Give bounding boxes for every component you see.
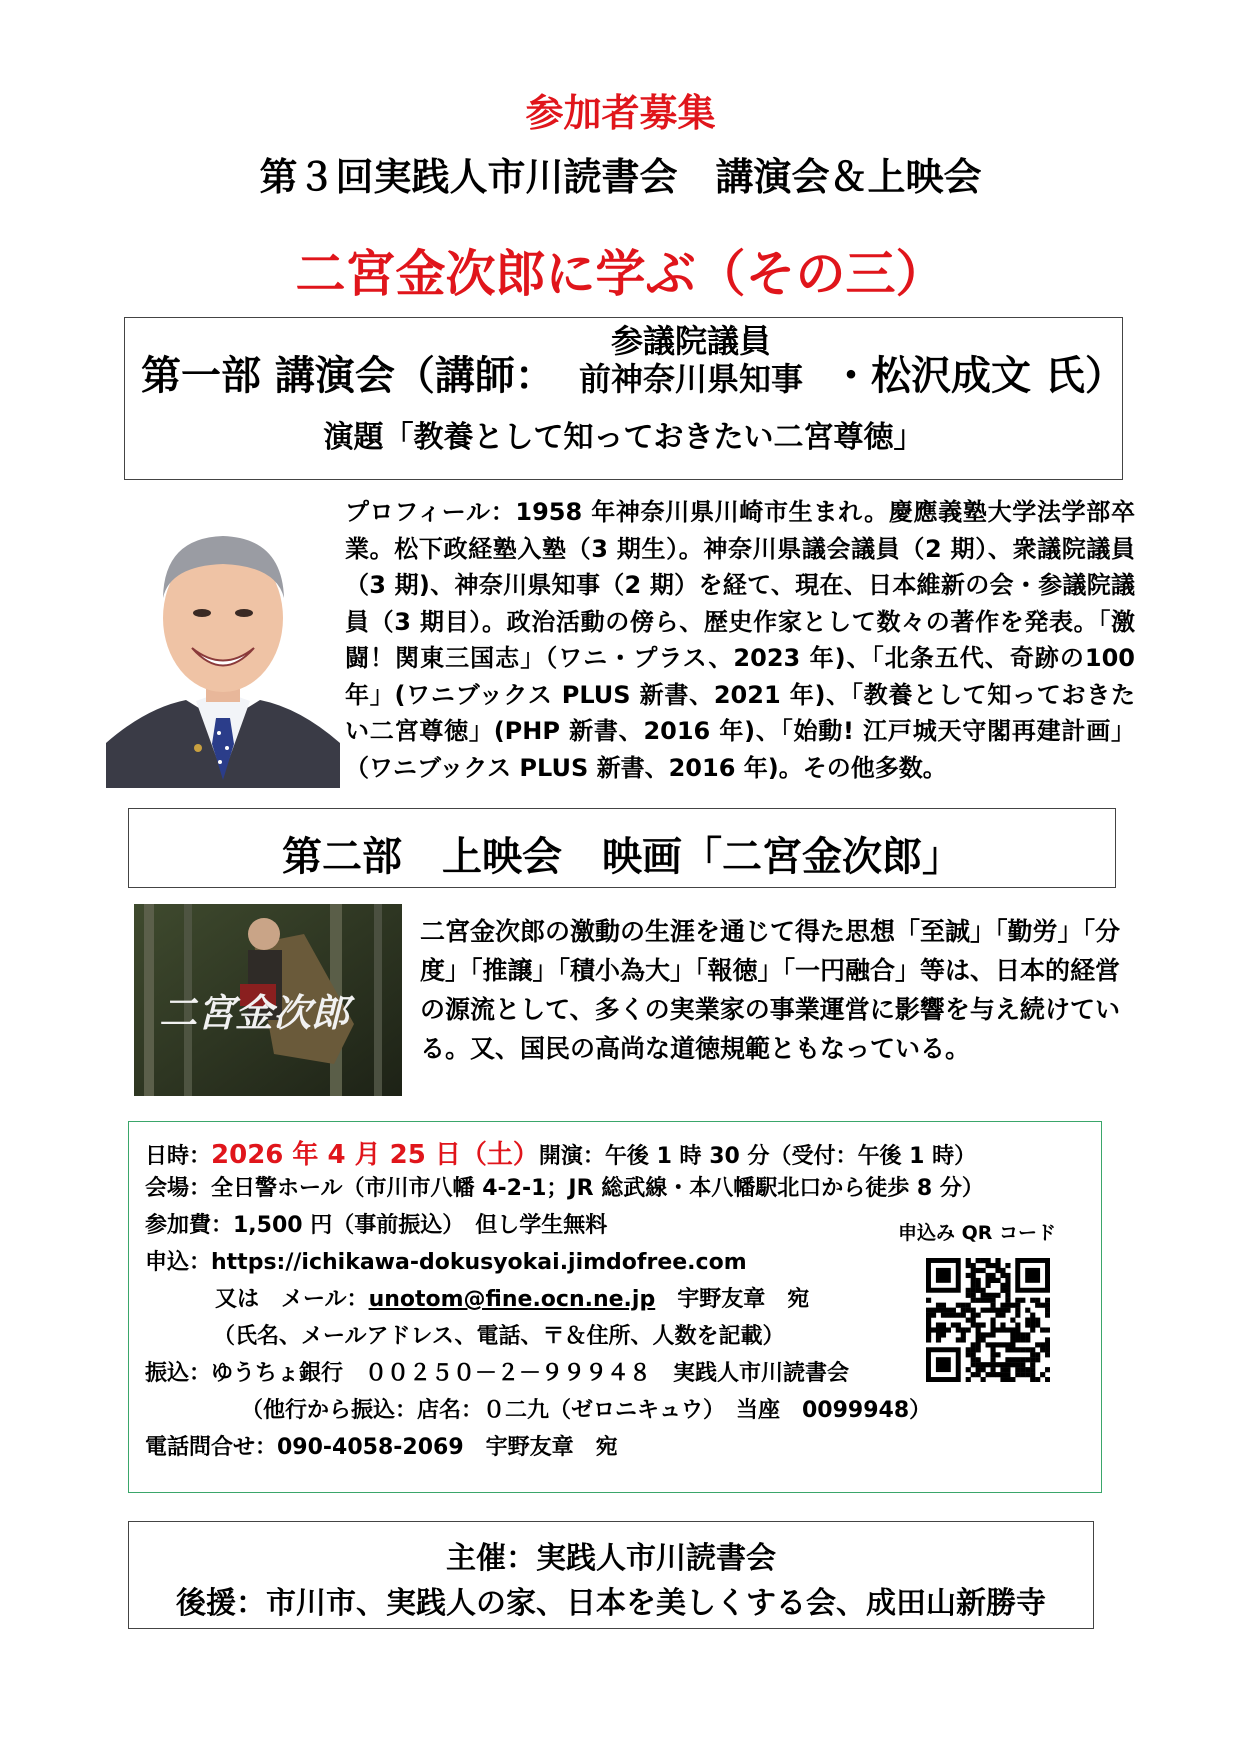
lecture-subject: 演題「教養として知っておきたい二宮尊徳」 — [323, 420, 924, 455]
speaker-role-1: 参議院議員 — [610, 322, 771, 360]
phone-line: 電話問合せ：090-4058-2069 宇野友章 宛 — [145, 1435, 618, 1460]
apply-mail-prefix: 又は メール： — [215, 1287, 369, 1312]
main-title: 二宮金次郎に学ぶ（その三） — [295, 245, 946, 303]
venue-line: 会場：全日警ホール（市川市八幡 4-2-1；JR 総武線・本八幡駅北口から徒歩 8 分） — [145, 1176, 984, 1201]
poster-title: 二宮金次郎 — [159, 990, 350, 1035]
fee-line: 参加費：1,500 円（事前振込） 但し学生無料 — [145, 1213, 608, 1238]
speaker-name: ・松沢成文 氏） — [831, 353, 1125, 399]
apply-mail-line — [215, 1282, 809, 1313]
event-date: 2026 年 4 月 25 日（土） — [211, 1140, 539, 1170]
part2-box — [128, 808, 1116, 888]
film-description: 二宮金次郎の激動の生涯を通じて得た思想「至誠」「勤労」「分度」「推譲」「積小為大」「報徳」「一円融合」等は、日本的経営の源流として、多くの実業家の事業運営に影響を与え続けている。又、国民の高尚な道徳規範ともなっている。 — [420, 917, 1121, 1063]
date-line — [145, 1134, 976, 1171]
event-title: 第３回実践人市川読書会 講演会＆上映会 — [259, 155, 982, 199]
transfer-line: 振込：ゆうちょ銀行 ００２５０－２－９９９４８ 実践人市川読書会 — [145, 1361, 850, 1386]
transfer-other-line: （他行から振込：店名：０二九（ゼロニキュウ） 当座 0099948） — [241, 1398, 932, 1423]
supporting-organizations: 後援：市川市、実践人の家、日本を美しくする会、成田山新勝寺 — [176, 1586, 1046, 1621]
host-organization: 主催：実践人市川読書会 — [446, 1541, 776, 1576]
apply-note: （氏名、メールアドレス、電話、〒＆住所、人数を記載） — [213, 1324, 785, 1349]
date-label: 日時： — [145, 1144, 212, 1169]
part2-title: 第二部 上映会 映画「二宮金次郎」 — [282, 834, 962, 880]
part1-label: 第一部 講演会（講師： — [141, 353, 555, 399]
application-qr-code[interactable] — [926, 1258, 1050, 1382]
speaker-role-2: 前神奈川県知事 — [578, 360, 803, 398]
apply-mail-suffix: 宇野友章 宛 — [655, 1287, 810, 1312]
part1-box — [124, 317, 1123, 480]
speaker-profile: プロフィール：1958 年神奈川県川崎市生まれ。慶應義塾大学法学部卒業。松下政経塾入塾（3 期生）。神奈川県議会議員（2 期）、衆議院議員（3 期)、神奈川県知事（2 期）を経て、現在、日本維新の会・参議院議員（3 期目）。政治活動の傍ら、歴史作家として数々の著作を発表。「激闘！関東三国志」（ワニ・プラス、2023 年)、「北条五代、奇跡の100 年」(ワニブックス PLUS 新書、2021 年)、「教養として知っておきたい二宮尊徳」(PHP 新書、2016 年)、「始動! 江戸城天守閣再建計画」（ワニブックス PLUS 新書、2016 年)。その他多数。 — [345, 498, 1135, 782]
speaker-roles — [571, 322, 811, 398]
apply-mail-link[interactable]: unotom@fine.ocn.ne.jp — [368, 1287, 656, 1312]
sponsor-box — [128, 1521, 1094, 1629]
apply-url-line: 申込：https://ichikawa-dokusyokai.jimdofree.com — [145, 1250, 747, 1275]
recruit-heading: 参加者募集 — [525, 91, 716, 135]
speaker-photo — [106, 518, 340, 788]
film-poster — [134, 904, 402, 1096]
qr-label: 申込み QR コード — [898, 1222, 1057, 1244]
event-time: 開演：午後 1 時 30 分（受付：午後 1 時） — [538, 1144, 977, 1169]
